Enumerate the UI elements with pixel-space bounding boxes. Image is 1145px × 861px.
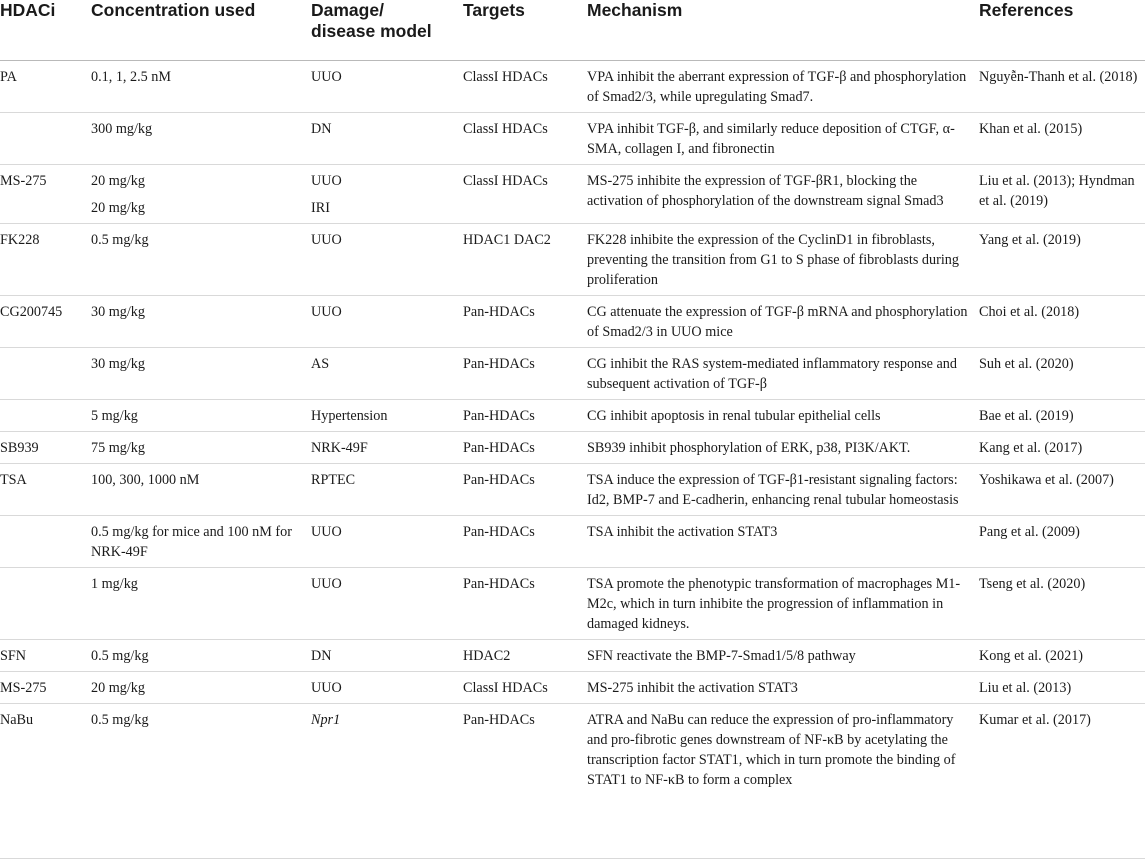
cell-text: AS: [311, 356, 330, 372]
cell-mechanism: [587, 296, 979, 348]
cell-text: Yang et al. (2019): [979, 232, 1081, 248]
table-row: [0, 704, 1145, 796]
table-row: [0, 516, 1145, 568]
cell-hdaci: [0, 640, 91, 672]
cell-mechanism: [587, 568, 979, 640]
cell-text: [0, 400, 85, 411]
cell-hdaci: [0, 432, 91, 464]
cell-text: CG attenuate the expression of TGF-β mRNA and phosphorylation of Smad2/3 in UUO mice: [587, 304, 968, 340]
cell-mechanism: [587, 640, 979, 672]
cell-targets: [463, 113, 587, 165]
cell-text: FK228 inhibite the expression of the CyclinD1 in fibroblasts, preventing the transition from G1 to S phase of fibroblasts during proliferation: [587, 232, 959, 288]
cell-targets: [463, 640, 587, 672]
cell-text: HDAC2: [463, 648, 511, 664]
cell-damage: [311, 464, 463, 516]
cell-text: NRK-49F: [311, 440, 368, 456]
cell-text: [0, 568, 85, 579]
cell-mechanism: [587, 464, 979, 516]
cell-targets: [463, 296, 587, 348]
cell-concentration: [91, 516, 311, 568]
cell-references: [979, 400, 1145, 432]
cell-concentration: [91, 464, 311, 516]
cell-text: SB939: [0, 440, 39, 456]
cell-text: [0, 348, 85, 359]
cell-text: ATRA and NaBu can reduce the expression of pro-inflammatory and pro-fibrotic genes downstream of NF-κB by acetylating the transcription factor STAT1, which in turn promote the binding of STAT1 to NF-κB to form a complex: [587, 712, 956, 788]
cell-text: Pan-HDACs: [463, 472, 535, 488]
cell-text: Nguyễn-Thanh et al. (2018): [979, 69, 1138, 85]
table-row: [0, 400, 1145, 432]
cell-concentration: [91, 113, 311, 165]
cell-text: UUO: [311, 173, 342, 189]
cell-text: RPTEC: [311, 472, 356, 488]
cell-text: UUO: [311, 680, 342, 696]
table-row: [0, 61, 1145, 113]
cell-text: Kumar et al. (2017): [979, 712, 1091, 728]
cell-text: UUO: [311, 576, 342, 592]
cell-text: Pan-HDACs: [463, 356, 535, 372]
cell-text: Liu et al. (2013); Hyndman et al. (2019): [979, 173, 1135, 209]
cell-text: 1 mg/kg: [91, 576, 138, 592]
cell-references: [979, 640, 1145, 672]
cell-targets: [463, 348, 587, 400]
cell-text: TSA: [0, 472, 27, 488]
cell-text: HDAC1 DAC2: [463, 232, 551, 248]
cell-text: VPA inhibit the aberrant expression of TGF-β and phosphorylation of Smad2/3, while upregulating Smad7.: [587, 69, 967, 105]
cell-text: ClassI HDACs: [463, 121, 548, 137]
cell-text: CG200745: [0, 304, 63, 320]
cell-references: [979, 296, 1145, 348]
table-row: [0, 432, 1145, 464]
header-row: [0, 0, 1145, 61]
cell-concentration: [91, 672, 311, 704]
cell-text: SFN: [0, 648, 27, 664]
cell-concentration: [91, 224, 311, 296]
table-row: [0, 113, 1145, 165]
header-damage-line1: Damage/: [311, 0, 384, 20]
cell-hdaci: [0, 296, 91, 348]
cell-targets: [463, 568, 587, 640]
cell-targets: [463, 224, 587, 296]
cell-concentration: [91, 165, 311, 197]
cell-text: UUO: [311, 232, 342, 248]
cell-text: Npr1: [311, 712, 341, 728]
cell-text: DN: [311, 121, 332, 137]
cell-references: [979, 464, 1145, 516]
cell-text: Liu et al. (2013): [979, 680, 1072, 696]
cell-text: Suh et al. (2020): [979, 356, 1074, 372]
cell-concentration: [91, 400, 311, 432]
cell-mechanism: [587, 400, 979, 432]
cell-damage: [311, 516, 463, 568]
cell-hdaci: [0, 704, 91, 796]
cell-concentration: [91, 196, 311, 224]
cell-text: PA: [0, 69, 17, 85]
table-row: [0, 224, 1145, 296]
cell-targets: [463, 196, 587, 224]
cell-damage: [311, 400, 463, 432]
cell-text: Kang et al. (2017): [979, 440, 1083, 456]
cell-text: 5 mg/kg: [91, 408, 138, 424]
table-row: [0, 568, 1145, 640]
cell-mechanism: [587, 672, 979, 704]
cell-hdaci: [0, 61, 91, 113]
cell-damage: [311, 296, 463, 348]
cell-targets: [463, 400, 587, 432]
cell-damage: [311, 196, 463, 224]
cell-text: [0, 196, 85, 203]
cell-concentration: [91, 348, 311, 400]
cell-references: [979, 432, 1145, 464]
table-row: [0, 640, 1145, 672]
cell-damage: [311, 113, 463, 165]
cell-text: [0, 516, 85, 527]
cell-targets: [463, 516, 587, 568]
cell-hdaci: [0, 165, 91, 197]
cell-text: IRI: [311, 200, 330, 216]
cell-concentration: [91, 432, 311, 464]
cell-concentration: [91, 296, 311, 348]
cell-targets: [463, 165, 587, 197]
cell-text: Bae et al. (2019): [979, 408, 1074, 424]
cell-text: DN: [311, 648, 332, 664]
cell-text: 20 mg/kg: [91, 200, 145, 216]
cell-damage: [311, 568, 463, 640]
table-row: [0, 672, 1145, 704]
cell-text: 75 mg/kg: [91, 440, 145, 456]
cell-references: [979, 224, 1145, 296]
cell-references: [979, 348, 1145, 400]
cell-text: Pan-HDACs: [463, 440, 535, 456]
cell-text: ClassI HDACs: [463, 680, 548, 696]
cell-text: UUO: [311, 304, 342, 320]
cell-references: [979, 516, 1145, 568]
cell-text: CG inhibit apoptosis in renal tubular epithelial cells: [587, 408, 881, 424]
cell-hdaci: [0, 224, 91, 296]
cell-text: 0.5 mg/kg: [91, 712, 149, 728]
cell-damage: [311, 165, 463, 197]
cell-mechanism: [587, 113, 979, 165]
cell-concentration: [91, 704, 311, 796]
cell-hdaci: [0, 516, 91, 568]
table-row: [0, 348, 1145, 400]
cell-mechanism: [587, 516, 979, 568]
header-targets: Targets: [463, 0, 587, 61]
cell-targets: [463, 704, 587, 796]
cell-text: MS-275 inhibit the activation STAT3: [587, 680, 798, 696]
cell-mechanism: [587, 165, 979, 224]
header-damage: [311, 0, 463, 61]
cell-text: Tseng et al. (2020): [979, 576, 1086, 592]
cell-text: 0.5 mg/kg: [91, 232, 149, 248]
cell-hdaci: [0, 348, 91, 400]
cell-text: MS-275: [0, 680, 47, 696]
cell-references: [979, 704, 1145, 796]
cell-text: [463, 196, 581, 203]
cell-text: UUO: [311, 69, 342, 85]
cell-text: TSA inhibit the activation STAT3: [587, 524, 778, 540]
cell-mechanism: [587, 432, 979, 464]
cell-text: Yoshikawa et al. (2007): [979, 472, 1114, 488]
cell-text: ClassI HDACs: [463, 173, 548, 189]
cell-damage: [311, 224, 463, 296]
cell-hdaci: [0, 672, 91, 704]
cell-references: [979, 61, 1145, 113]
cell-hdaci: [0, 568, 91, 640]
cell-hdaci: [0, 113, 91, 165]
cell-text: MS-275: [0, 173, 47, 189]
cell-text: VPA inhibit TGF-β, and similarly reduce deposition of CTGF, α-SMA, collagen I, and fibronectin: [587, 121, 955, 157]
cell-text: SFN reactivate the BMP-7-Smad1/5/8 pathway: [587, 648, 856, 664]
cell-text: 30 mg/kg: [91, 356, 145, 372]
cell-references: [979, 113, 1145, 165]
cell-targets: [463, 464, 587, 516]
cell-text: Kong et al. (2021): [979, 648, 1084, 664]
cell-text: CG inhibit the RAS system-mediated inflammatory response and subsequent activation of TGF-β: [587, 356, 957, 392]
cell-text: 0.5 mg/kg for mice and 100 nM for NRK-49F: [91, 524, 292, 560]
cell-text: 20 mg/kg: [91, 680, 145, 696]
cell-mechanism: [587, 348, 979, 400]
header-hdaci: HDACi: [0, 0, 91, 61]
cell-text: Pang et al. (2009): [979, 524, 1080, 540]
cell-text: Pan-HDACs: [463, 524, 535, 540]
cell-targets: [463, 432, 587, 464]
cell-text: 30 mg/kg: [91, 304, 145, 320]
cell-text: Khan et al. (2015): [979, 121, 1083, 137]
cell-mechanism: [587, 224, 979, 296]
cell-damage: [311, 348, 463, 400]
cell-text: TSA induce the expression of TGF-β1-resistant signaling factors: Id2, BMP-7 and E-cadherin, enhancing renal tubular homeostasis: [587, 472, 959, 508]
table-body: [0, 61, 1145, 796]
cell-damage: [311, 61, 463, 113]
cell-references: [979, 672, 1145, 704]
cell-damage: [311, 672, 463, 704]
cell-references: [979, 165, 1145, 224]
cell-text: TSA promote the phenotypic transformation of macrophages M1-M2c, which in turn inhibite the progression of inflammation in damaged kidneys.: [587, 576, 961, 632]
cell-hdaci: [0, 196, 91, 224]
cell-targets: [463, 61, 587, 113]
cell-text: NaBu: [0, 712, 34, 728]
cell-references: [979, 568, 1145, 640]
cell-text: FK228: [0, 232, 40, 248]
cell-mechanism: [587, 704, 979, 796]
cell-text: Pan-HDACs: [463, 576, 535, 592]
header-damage-line2: disease model: [311, 21, 432, 41]
table-row: [0, 464, 1145, 516]
cell-text: Pan-HDACs: [463, 304, 535, 320]
cell-concentration: [91, 568, 311, 640]
cell-text: Pan-HDACs: [463, 408, 535, 424]
cell-concentration: [91, 61, 311, 113]
cell-text: [0, 113, 85, 124]
cell-hdaci: [0, 464, 91, 516]
cell-text: SB939 inhibit phosphorylation of ERK, p38, PI3K/AKT.: [587, 440, 911, 456]
cell-hdaci: [0, 400, 91, 432]
header-references: References: [979, 0, 1145, 61]
table-bottom-rule: [0, 858, 1145, 859]
cell-text: 300 mg/kg: [91, 121, 153, 137]
header-concentration: Concentration used: [91, 0, 311, 61]
cell-text: UUO: [311, 524, 342, 540]
cell-text: Pan-HDACs: [463, 712, 535, 728]
cell-damage: [311, 704, 463, 796]
cell-text: 20 mg/kg: [91, 173, 145, 189]
cell-text: 0.1, 1, 2.5 nM: [91, 69, 172, 85]
table-row: [0, 165, 1145, 197]
table-row: [0, 296, 1145, 348]
table-header: [0, 0, 1145, 61]
cell-text: MS-275 inhibite the expression of TGF-βR1, blocking the activation of phosphorylation of the downstream signal Smad3: [587, 173, 944, 209]
header-mechanism: Mechanism: [587, 0, 979, 61]
cell-text: Choi et al. (2018): [979, 304, 1080, 320]
cell-targets: [463, 672, 587, 704]
cell-damage: [311, 432, 463, 464]
cell-concentration: [91, 640, 311, 672]
cell-text: ClassI HDACs: [463, 69, 548, 85]
cell-text: 0.5 mg/kg: [91, 648, 149, 664]
cell-damage: [311, 640, 463, 672]
cell-text: Hypertension: [311, 408, 388, 424]
cell-text: 100, 300, 1000 nM: [91, 472, 200, 488]
cell-mechanism: [587, 61, 979, 113]
